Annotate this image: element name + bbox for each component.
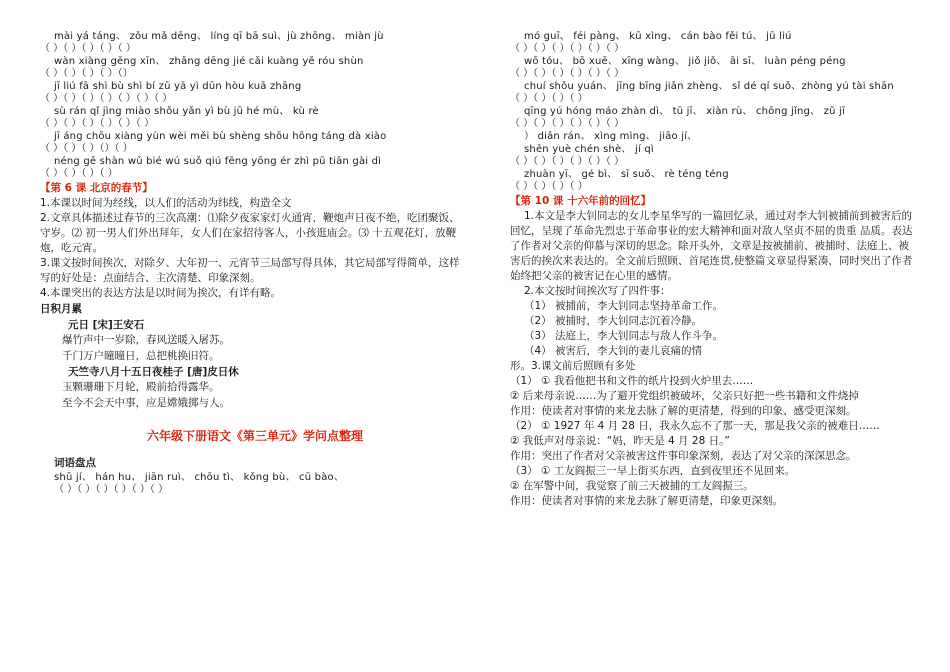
bracket-row: （ ）（ ）（ ）（ ）（ ）（ ） [510,156,625,167]
pinyin-row: zhuàn yī、 gé bì、 sī suǒ、 rè téng téng [524,169,729,180]
lesson10-title: 【第 10 课 十六年前的回忆】 [510,195,652,207]
bracket-row: （ ）（ ）（ ）（ ）（ ）（ ） [510,68,625,79]
detail-line: 作用：使读者对事情的来龙去脉了解更清楚，印象更深刻。 [510,495,783,507]
rijilei-heading: 日积月累 [40,303,82,315]
ciyu-heading: 词语盘点 [54,457,96,469]
lesson6-paragraph: 4.本课突出的表达方法是以时间为挨次，有详有略。 [40,287,282,299]
pinyin-row: chuí shǒu yuán、 jīng bīng jiǎn zhèng、 sǐ dé qí suǒ、zhòng yú tài shān [524,81,894,92]
unit-title: 六年级下册语文《第三单元》学问点整理 [146,429,363,443]
pinyin-row: jī liú fā shì bù shì bí zǔ yā yì dūn hòu kuā zhāng [54,81,302,92]
pinyin-row: jī áng chōu xiàng yùn wèi měi bù shèng shōu hōng táng dà xiào [54,131,387,142]
detail-line: （3） ① 工友阎振三一早上街买东西，直到夜里还不见回来。 [510,465,796,477]
lesson10-details [510,359,915,509]
bracket-row: （ ）（ ）（ ）（ ） [510,181,588,192]
event-item: （3） 法庭上，李大钊同志与敌人作斗争。 [524,330,724,342]
pinyin-row: mó guī、 féi pàng、 kū xìng、 cán bào fěi tú、 jū liú [524,31,792,42]
right-column [510,30,915,509]
pinyin-row: sù rán qǐ jìng miào shǒu yǎn yì bù jū hé mù、 kù rè [54,106,319,117]
detail-line: 作用：突出了作者对父亲被害这件事印象深刻，表达了对父亲的深深思念。 [510,450,857,462]
ciyu-pinyin: shū jí、 hán hu、 jiān ruì、 chōu tì、 kǒng bù、 cū bào、 [54,472,345,483]
ciyu-brackets: （ ）（ ）（ ）（ ）（ ）（ ） [54,484,169,495]
event-item: （4） 被害后，李大钊的妻儿哀痛的情 [524,345,703,357]
lesson6-title: 【第 6 课 北京的春节】 [40,182,153,194]
bracket-row: （ ）（ ）（ ）（ ） [510,93,588,104]
detail-line: ② 后来母亲说……为了避开党组织被破坏，父亲只好把一些书籍和文件烧掉 [510,390,859,402]
lesson6-paragraph: 1.本课以时间为经线，以人们的活动为纬线，构造全文 [40,197,292,209]
bracket-row: （ ）（ ）（ ）（ ）（） [40,68,133,79]
detail-line: 形。3.课文前后照顾有多处 [510,360,636,372]
right-pinyin-block [510,30,915,193]
left-pinyin-block [40,30,470,180]
detail-line: ② 我低声对母亲说：“妈，昨天是 4 月 28 日。” [510,435,730,447]
detail-line: ② 在军警中间，我觉察了前三天被捕的工友阎振三。 [510,480,754,492]
bracket-row: （ ）（ ）（ ）（ ）（ ）（ ） [510,118,625,129]
lesson6-paragraph: 2.文章具体描述过春节的三次高潮：⑴除夕夜家家灯火通宵，鞭炮声日夜不绝，吃团聚饭、守岁。⑵ 初一男人们外出拜年，女人们在家招待客人，小孩逛庙会。⑶ 十五观花灯，放鞭炮，吃元宵。 [40,212,460,254]
lesson10-events [510,299,915,359]
poem1-line: 爆竹声中一岁除，春风送暖入屠苏。 [62,334,230,346]
bracket-row: （ ）（ ）（ ）（ ）（ ） [40,43,136,54]
lesson10-para1: 1.本文是李大钊同志的女儿李星华写的一篇回忆录，通过对李大钊被捕前到被害后的回忆，呈现了革命先烈忠于革命事业的宏大精神和面对敌人坚贞不屈的贵重 品质。表达了作者对父亲的仰慕与深切的思念。除开头外，文章是按被捕前、被捕时、法庭上、被害后的挨次来表达的。全文前后照顾、首尾连贯,使整篇文章显得紧凑，同时突出了作者始终把父亲的被害记在心里的感情。 [510,210,913,282]
bracket-row: （ ）（ ）（ ）（）（ ） [40,143,133,154]
poem1-title: 元日 [宋]王安石 [68,319,145,331]
pinyin-row: wàn xiàng gēng xīn、 zhǎng dēng jié cǎi kuàng yě róu shùn [54,56,364,67]
bracket-row: （ ）（ ）（ ）（ ） [40,168,118,179]
poem2-title: 天竺寺八月十五日夜桂子 [唐]皮日休 [68,366,239,378]
pinyin-row: qīng yú hóng máo zhàn dì、 tū jī、 xiàn rù、 chōng jǐng、 zǔ jī [524,106,845,117]
pinyin-row: ） diǎn rán、 xìng mìng、 jiāo jí、 [524,131,698,142]
lesson6-paragraphs [40,196,470,301]
lesson6-paragraph: 3.课文按时间挨次，对除夕、大年初一、元宵节三局部写得具体，其它局部写得简单，这样写的好处是：点面结合、主次清楚、印象深刻。 [40,257,460,284]
pinyin-row: mài yá táng、 zǒu mǎ dēng、 líng qī bā suì、jù zhōng、 miàn jù [54,31,384,42]
event-item: （2） 被捕时，李大钊同志沉着冷静。 [524,315,703,327]
pinyin-row: shēn yuè chén shè、 jí qì [524,144,654,155]
detail-line: （1） ① 我看他把书和文件的纸片投到火炉里去…… [510,375,754,387]
pinyin-row: wō tóu、 bō xuē、 xīng wàng、 jiǒ jiǒ、 āi sī、 luàn péng péng [524,56,846,67]
event-item: （1） 被捕前，李大钊同志坚持革命工作。 [524,300,724,312]
poem2-line: 玉颗珊珊下月轮，殿前拾得露华。 [62,381,220,393]
bracket-row: （ ）（ ）（ ）（ ）（ ）（ ） [40,118,155,129]
detail-line: 作用：使读者对事情的来龙去脉了解的更清楚，得到的印象、感受更深刻。 [510,405,857,417]
left-column [40,30,470,496]
bracket-row: （ ）（ ）（ ）（ ）（ ）（ ） [510,43,625,54]
lesson10-para2: 2.本文按时间挨次写了四件事： [524,285,671,297]
poem1-line: 千门万户曈曈日，总把桃换旧符。 [62,349,220,362]
detail-line: （2） ① 1927 年 4 月 28 日，我永久忘不了那一天，那是我父亲的被难日…… [510,420,880,432]
poem2-line: 至今不会天中事，应是嫦娥掷与人。 [62,396,230,409]
bracket-row: （ ）（ ）（ ）（ ）（ ）（ ）（ ） [40,93,173,104]
pinyin-row: néng gē shàn wǔ bié wú suǒ qiú fēng yōng ér zhì pū tiān gài dì [54,156,382,167]
